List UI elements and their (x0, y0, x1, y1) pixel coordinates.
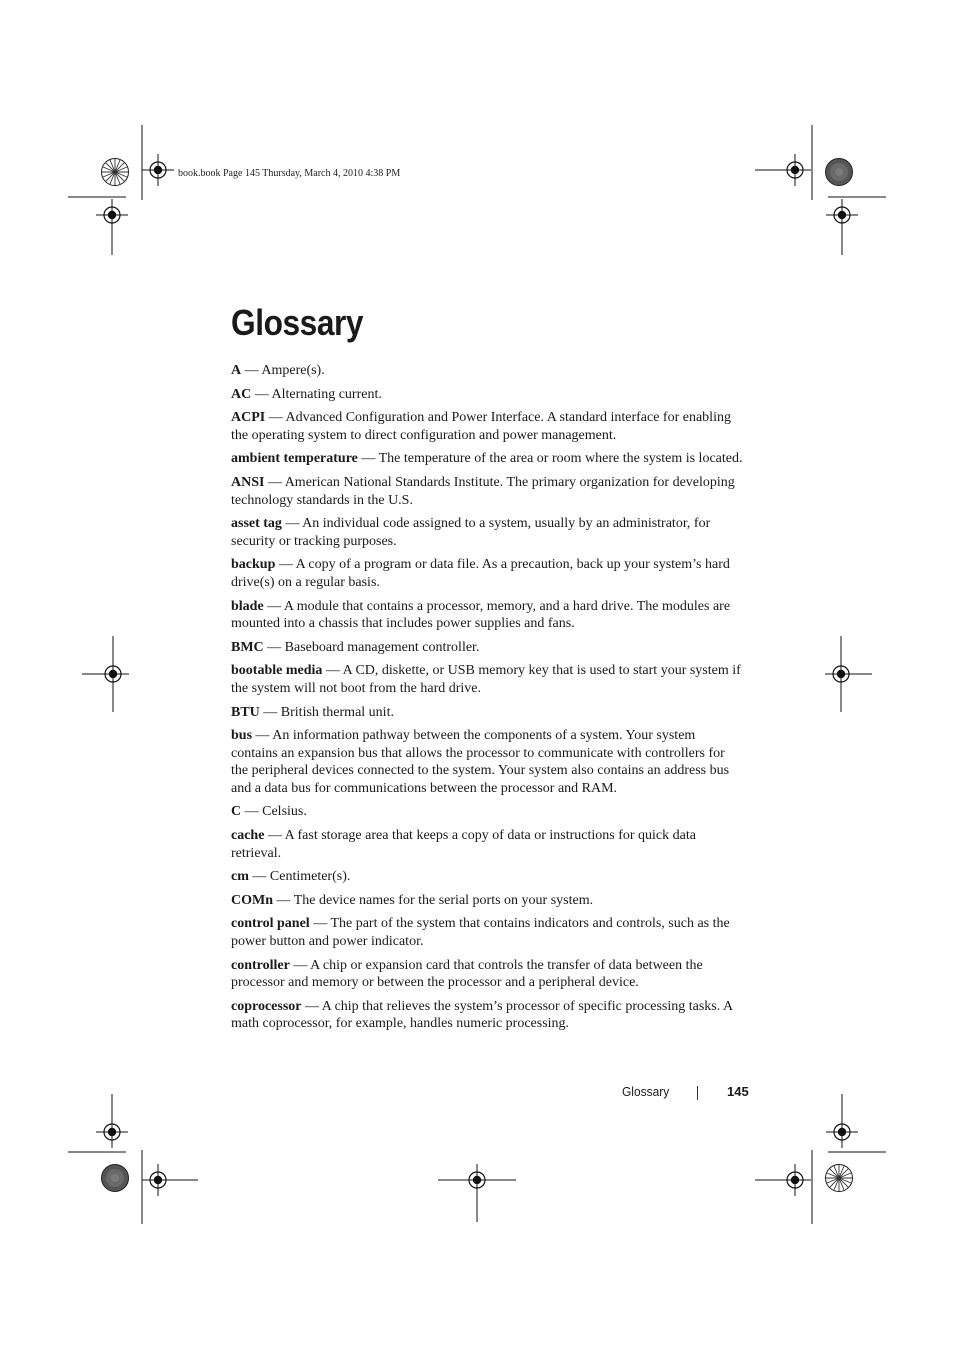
glossary-entry (231, 998, 743, 1033)
glossary-entry (231, 868, 743, 886)
glossary-term: bootable media (231, 663, 323, 679)
glossary-term: control panel (231, 916, 310, 932)
glossary-definition: — Baseboard management controller. (263, 639, 480, 655)
glossary-definition: — The device names for the serial ports on your system. (273, 892, 594, 908)
glossary-entry (231, 474, 743, 509)
page-title: Glossary (231, 302, 364, 343)
glossary-definition: — Centimeter(s). (248, 869, 351, 885)
footer-section-name: Glossary (622, 1084, 670, 1099)
glossary-term: coprocessor (231, 998, 302, 1014)
glossary-term: BTU (231, 704, 260, 720)
glossary-definition: — A fast storage area that keeps a copy of data or instructions for quick data retrieval. (231, 828, 696, 861)
glossary-definition: — Ampere(s). (241, 363, 325, 378)
glossary-entry (231, 957, 743, 992)
glossary-term: COMn (231, 892, 273, 908)
glossary-definition: — A CD, diskette, or USB memory key that is used to start your system if the system will not boot from the hard drive. (231, 663, 741, 696)
glossary-definition: — An individual code assigned to a system, usually by an administrator, for security or tracking purposes. (231, 516, 711, 549)
glossary-list (231, 362, 743, 1039)
glossary-entry (231, 362, 743, 380)
glossary-entry (231, 386, 743, 404)
glossary-entry (231, 450, 743, 468)
print-header-stamp: book.book Page 145 Thursday, March 4, 2010 4:38 PM (178, 168, 401, 179)
glossary-term: asset tag (231, 516, 282, 532)
glossary-entry (231, 639, 743, 657)
glossary-definition: — The part of the system that contains indicators and controls, such as the power button and power indicator. (231, 916, 730, 950)
glossary-definition: — American National Standards Institute. The primary organization for developing technology standards in the U.S. (231, 474, 735, 508)
glossary-definition: — The temperature of the area or room where the system is located. (357, 451, 743, 467)
glossary-term: bus (231, 728, 253, 744)
glossary-entry (231, 598, 743, 633)
glossary-entry (231, 704, 743, 722)
glossary-term: ACPI (231, 410, 266, 426)
glossary-entry (231, 662, 743, 697)
glossary-term: ambient temperature (231, 451, 358, 467)
glossary-term: controller (231, 957, 290, 973)
glossary-term: ANSI (231, 474, 265, 490)
glossary-definition: — Alternating current. (251, 386, 382, 402)
glossary-entry (231, 727, 743, 797)
glossary-term: C (231, 804, 242, 820)
glossary-entry (231, 892, 743, 910)
glossary-term: cache (231, 828, 265, 844)
glossary-term: BMC (231, 639, 264, 655)
footer-page-number: 145 (727, 1084, 749, 1099)
glossary-entry (231, 803, 743, 821)
glossary-definition: — A copy of a program or data file. As a precaution, back up your system’s hard drive(s) on a regular basis. (231, 557, 730, 590)
glossary-definition: — Celsius. (241, 804, 307, 820)
glossary-definition: — A chip or expansion card that controls the transfer of data between the processor and memory or between the processor and a peripheral device. (231, 957, 703, 991)
glossary-term: backup (231, 557, 276, 573)
glossary-term: AC (231, 386, 252, 402)
glossary-term: cm (231, 869, 249, 885)
glossary-entry (231, 827, 743, 862)
glossary-definition: — A chip that relieves the system’s processor of specific processing tasks. A math coprocessor, for example, handles numeric processing. (231, 998, 733, 1032)
glossary-definition: — Advanced Configuration and Power Interface. A standard interface for enabling the operating system to direct configuration and power management. (231, 410, 731, 443)
glossary-entry (231, 409, 743, 444)
glossary-definition: — An information pathway between the components of a system. Your system contains an expansion bus that allows the processor to communicate with controllers for the peripheral devices connected to the system. Your system also contains an address bus and a data bus for communications between the processor and RAM. (231, 728, 730, 796)
glossary-term: blade (231, 598, 264, 614)
glossary-entry (231, 915, 743, 950)
glossary-entry (231, 515, 743, 550)
glossary-term: A (231, 363, 242, 378)
glossary-definition: — British thermal unit. (259, 704, 394, 720)
glossary-definition: — A module that contains a processor, memory, and a hard drive. The modules are mounted into a chassis that includes power supplies and fans. (231, 598, 731, 632)
footer-divider (697, 1086, 698, 1100)
glossary-entry (231, 556, 743, 591)
